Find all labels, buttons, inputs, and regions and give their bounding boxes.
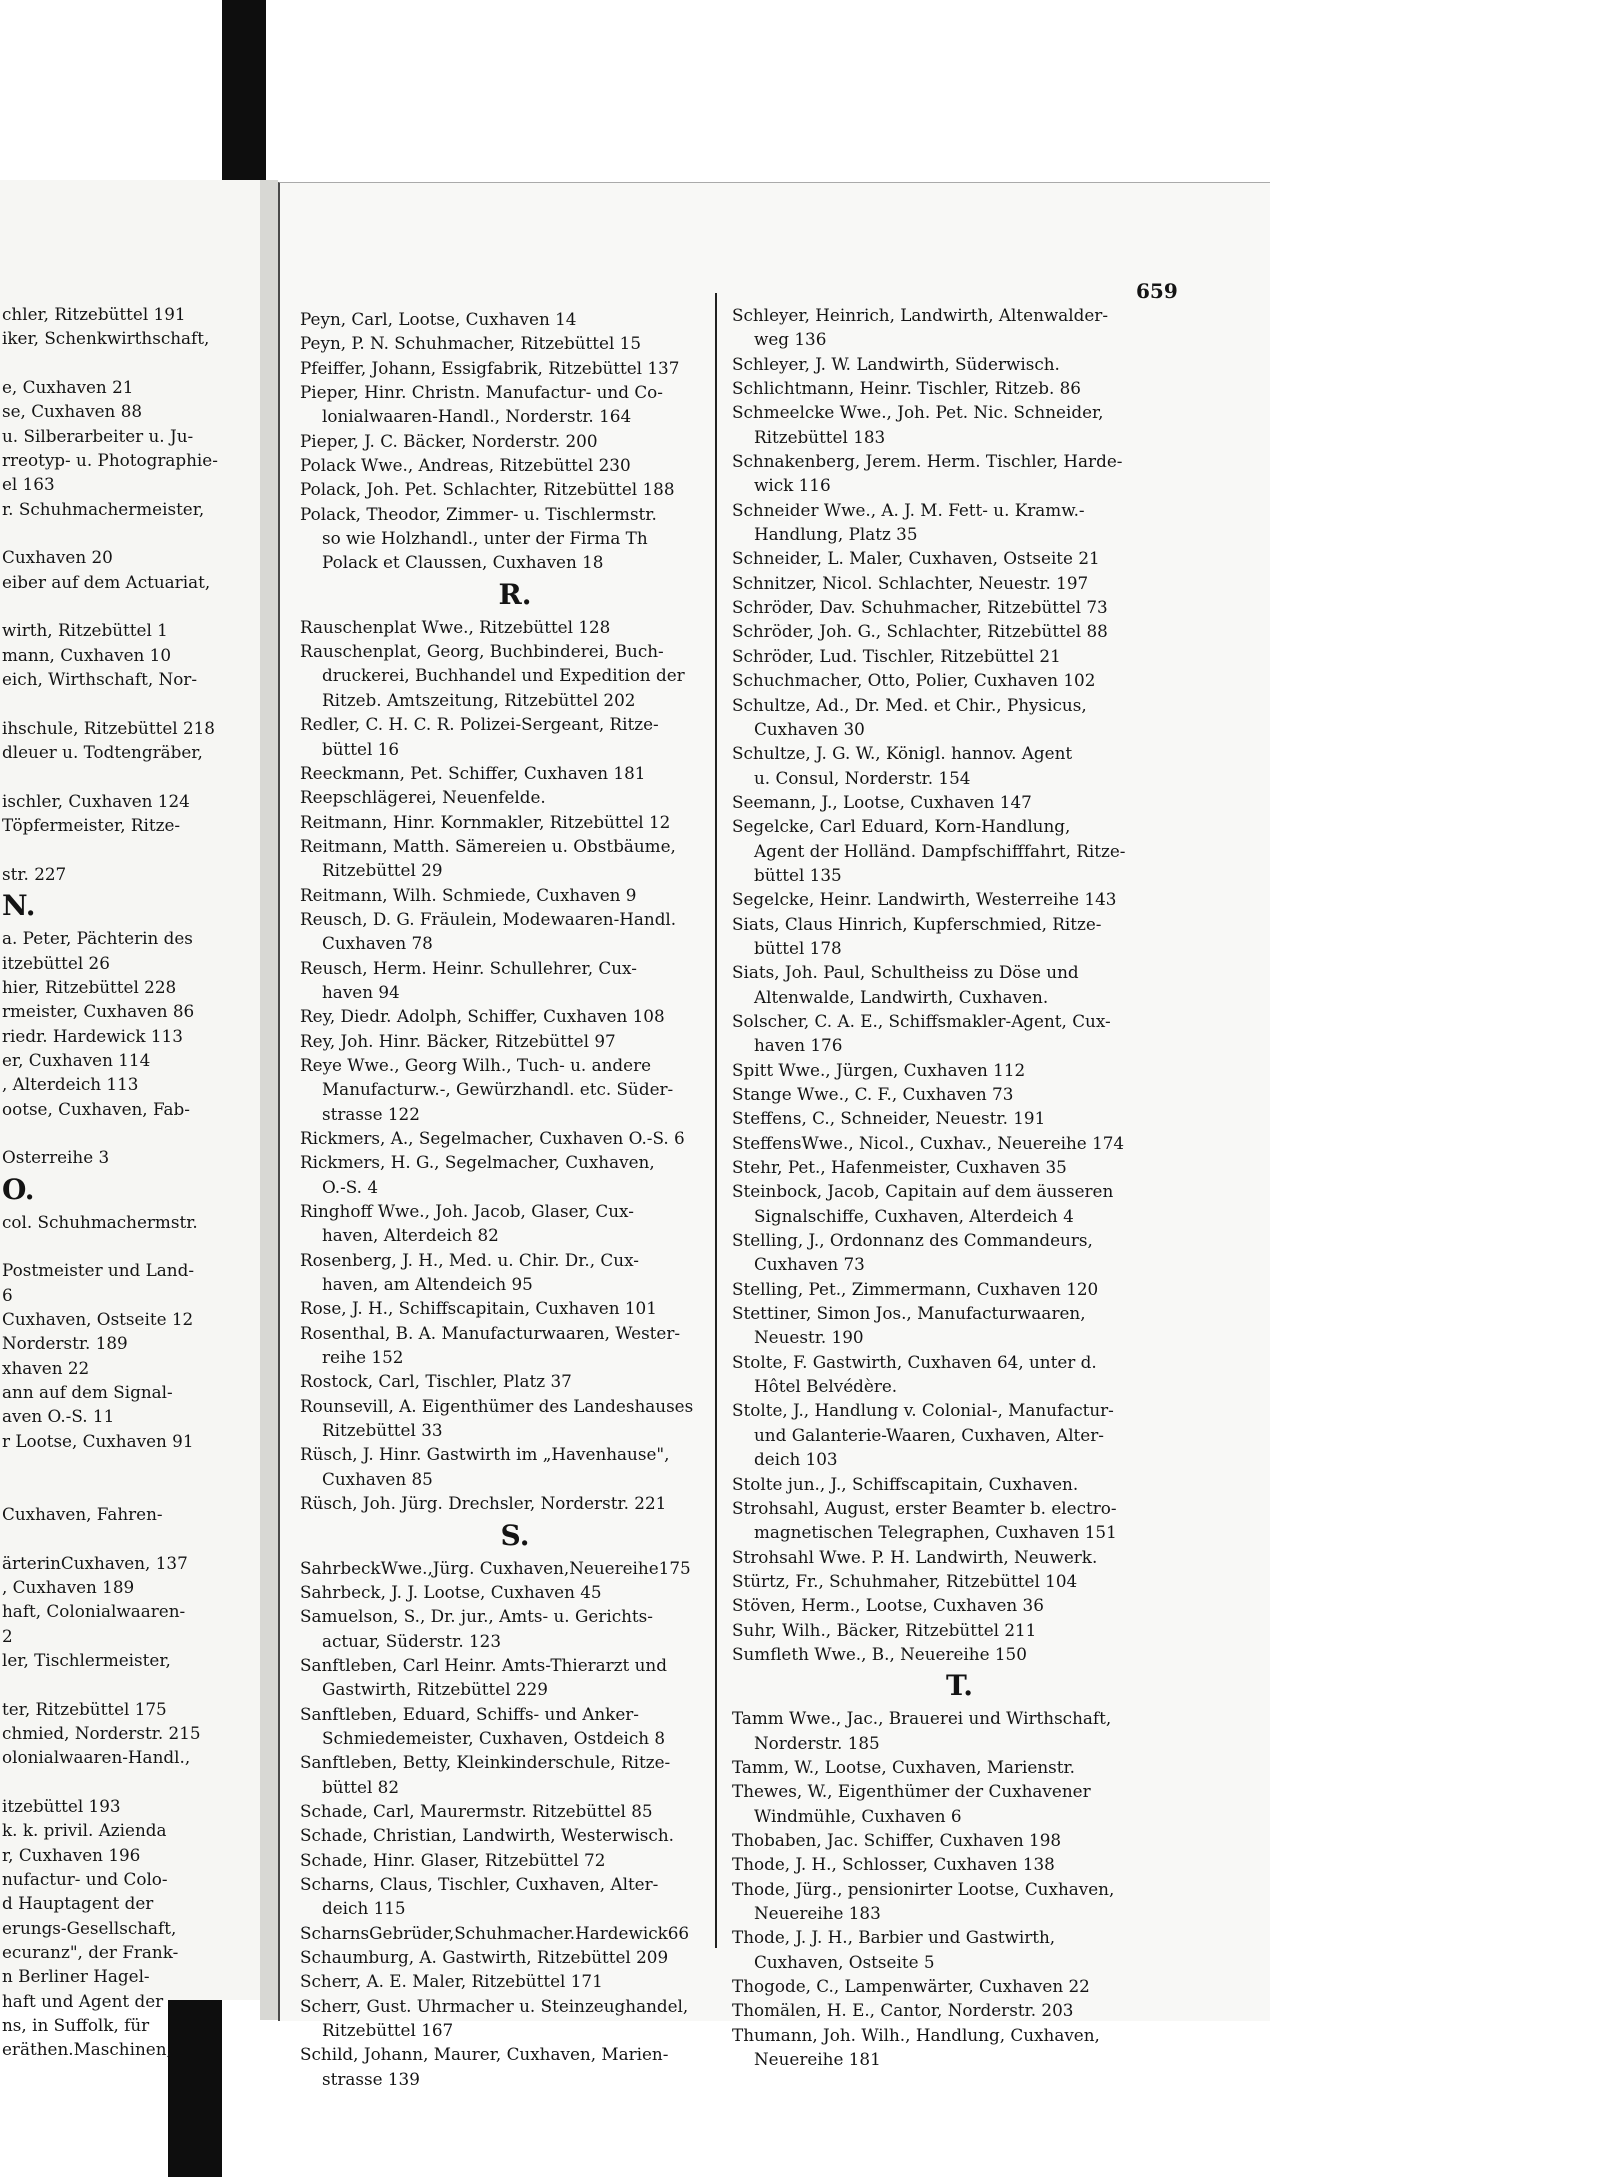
directory-entry-continuation: Hôtel Belvédère. xyxy=(754,1376,898,1397)
directory-entry: Thogode, C., Lampenwärter, Cuxhaven 22 xyxy=(732,1976,1090,1997)
directory-entry: Reye Wwe., Georg Wilh., Tuch- u. andere xyxy=(300,1054,652,1075)
directory-entry: Rounsevill, A. Eigenthümer des Landeshauses xyxy=(300,1395,694,1416)
left-page-line: n Berliner Hagel- xyxy=(2,1966,150,1987)
directory-entry-continuation: Gastwirth, Ritzebüttel 229 xyxy=(322,1679,548,1700)
directory-entry-continuation: haven 176 xyxy=(754,1035,843,1056)
directory-entry-continuation: büttel 178 xyxy=(754,937,842,958)
directory-entry: Peyn, Carl, Lootse, Cuxhaven 14 xyxy=(300,309,577,329)
directory-entry-continuation: Cuxhaven 85 xyxy=(322,1468,433,1489)
directory-entry: Schade, Hinr. Glaser, Ritzebüttel 72 xyxy=(300,1849,606,1870)
left-page-line xyxy=(2,594,262,618)
directory-entry-continuation: Ritzebüttel 167 xyxy=(322,2020,454,2041)
directory-entry: Rosenberg, J. H., Med. u. Chir. Dr., Cux- xyxy=(300,1249,639,1270)
directory-entry: Spitt Wwe., Jürgen, Cuxhaven 112 xyxy=(732,1059,1026,1080)
left-page-line: rmeister, Cuxhaven 86 xyxy=(2,1001,195,1022)
directory-entry: Schnakenberg, Jerem. Herm. Tischler, Harde- xyxy=(732,451,1123,472)
column-divider-rule xyxy=(715,293,717,1948)
directory-entry: Scherr, A. E. Maler, Ritzebüttel 171 xyxy=(300,1971,603,1992)
left-page-line: Norderstr. 189 xyxy=(2,1333,128,1354)
directory-entry-continuation: haven, Alterdeich 82 xyxy=(322,1225,499,1246)
directory-entry-continuation: Neuereihe 181 xyxy=(754,2049,881,2070)
left-page-line: u. Silberarbeiter u. Ju- xyxy=(2,425,194,446)
directory-column-2 xyxy=(732,303,1187,2071)
directory-entry: Siats, Joh. Paul, Schultheiss zu Döse und xyxy=(732,962,1079,983)
left-page-line: ecuranz", der Frank- xyxy=(2,1942,179,1962)
left-page-line xyxy=(2,1121,262,1145)
left-page-line: Cuxhaven, Ostseite 12 xyxy=(2,1309,194,1330)
left-page-line: rreotyp- u. Photographie- xyxy=(2,450,218,471)
directory-entry-continuation: und Galanterie-Waaren, Cuxhaven, Alter- xyxy=(754,1424,1104,1445)
directory-entry-continuation: reihe 152 xyxy=(322,1347,404,1368)
directory-entry-continuation: Norderstr. 185 xyxy=(754,1732,880,1753)
directory-entry-continuation: lonialwaaren-Handl., Norderstr. 164 xyxy=(322,406,632,427)
left-page-line: ihschule, Ritzebüttel 218 xyxy=(2,717,215,738)
directory-entry: Thobaben, Jac. Schiffer, Cuxhaven 198 xyxy=(732,1829,1062,1850)
directory-entry: Polack, Theodor, Zimmer- u. Tischlermstr. xyxy=(300,503,657,524)
left-page-line: mann, Cuxhaven 10 xyxy=(2,644,172,665)
directory-entry-continuation: actuar, Süderstr. 123 xyxy=(322,1630,502,1651)
directory-entry: Rauschenplat Wwe., Ritzebüttel 128 xyxy=(300,616,611,637)
directory-entry: Pieper, J. C. Bäcker, Norderstr. 200 xyxy=(300,430,598,451)
directory-entry: Siats, Claus Hinrich, Kupferschmied, Ritze- xyxy=(732,913,1102,934)
left-page-line xyxy=(2,1453,262,1477)
directory-entry: Strohsahl, August, erster Beamter b. electro- xyxy=(732,1497,1117,1518)
directory-entry-continuation: Ritzebüttel 183 xyxy=(754,426,886,447)
directory-entry: Reusch, Herm. Heinr. Schullehrer, Cux- xyxy=(300,957,637,978)
left-page-line xyxy=(2,765,262,789)
left-page-line: dleuer u. Todtengräber, xyxy=(2,742,203,763)
directory-entry: Peyn, P. N. Schuhmacher, Ritzebüttel 15 xyxy=(300,333,642,354)
directory-entry: Schneider Wwe., A. J. M. Fett- u. Kramw.- xyxy=(732,499,1085,520)
directory-entry: Suhr, Wilh., Bäcker, Ritzebüttel 211 xyxy=(732,1619,1037,1640)
directory-entry-continuation: Ritzeb. Amtszeitung, Ritzebüttel 202 xyxy=(322,689,636,710)
directory-entry: Sanftleben, Betty, Kleinkinderschule, Ritze- xyxy=(300,1752,671,1773)
section-letter-heading: T. xyxy=(946,1669,973,1703)
directory-entry-continuation: deich 115 xyxy=(322,1898,406,1919)
directory-entry: Rüsch, J. Hinr. Gastwirth im „Havenhause", xyxy=(300,1444,670,1465)
left-page-line: ter, Ritzebüttel 175 xyxy=(2,1698,167,1719)
directory-entry: Reitmann, Hinr. Kornmakler, Ritzebüttel 12 xyxy=(300,811,671,832)
directory-entry-continuation: Ritzebüttel 29 xyxy=(322,860,443,881)
left-page-line: 2 xyxy=(2,1625,13,1646)
directory-entry-continuation: magnetischen Telegraphen, Cuxhaven 151 xyxy=(754,1522,1117,1543)
directory-entry: Strohsahl Wwe. P. H. Landwirth, Neuwerk. xyxy=(732,1546,1098,1567)
left-page-line: k. k. privil. Azienda xyxy=(2,1820,167,1841)
directory-entry: Stürtz, Fr., Schuhmaher, Ritzebüttel 104 xyxy=(732,1570,1078,1591)
left-page-line: eiber auf dem Actuariat, xyxy=(2,571,211,592)
directory-entry: Rickmers, A., Segelmacher, Cuxhaven O.-S. 6 xyxy=(300,1128,685,1148)
directory-entry: Sanftleben, Carl Heinr. Amts-Thierarzt und xyxy=(300,1654,667,1675)
directory-entry-continuation: Polack et Claussen, Cuxhaven 18 xyxy=(322,552,604,573)
left-page-line: Postmeister und Land- xyxy=(2,1260,194,1281)
directory-entry: SahrbeckWwe.,Jürg. Cuxhaven,Neuereihe175 xyxy=(300,1557,691,1578)
left-page-line: iker, Schenkwirthschaft, xyxy=(2,328,210,349)
directory-entry-continuation: Cuxhaven 73 xyxy=(754,1254,865,1275)
left-page-line: el 163 xyxy=(2,474,55,495)
left-page-line: ler, Tischlermeister, xyxy=(2,1649,171,1670)
left-page-line xyxy=(2,1234,262,1258)
left-page-line: ootse, Cuxhaven, Fab- xyxy=(2,1098,190,1119)
directory-entry: Schneider, L. Maler, Cuxhaven, Ostseite 21 xyxy=(732,548,1100,569)
directory-entry-continuation: büttel 16 xyxy=(322,738,400,759)
section-letter-heading: O. xyxy=(2,1172,35,1206)
directory-entry: Stolte jun., J., Schiffscapitain, Cuxhaven. xyxy=(732,1473,1079,1494)
left-page-line: se, Cuxhaven 88 xyxy=(2,401,143,422)
directory-entry-continuation: weg 136 xyxy=(754,329,827,350)
directory-entry: Scharns, Claus, Tischler, Cuxhaven, Alter- xyxy=(300,1873,659,1894)
directory-entry: Seemann, J., Lootse, Cuxhaven 147 xyxy=(732,791,1032,812)
directory-entry-continuation: Cuxhaven 30 xyxy=(754,718,865,739)
directory-entry: Rey, Joh. Hinr. Bäcker, Ritzebüttel 97 xyxy=(300,1030,616,1051)
directory-entry-continuation: u. Consul, Norderstr. 154 xyxy=(754,767,971,788)
directory-entry: Polack Wwe., Andreas, Ritzebüttel 230 xyxy=(300,455,631,476)
directory-entry: Schmeelcke Wwe., Joh. Pet. Nic. Schneider, xyxy=(732,402,1104,423)
directory-entry: Stolte, F. Gastwirth, Cuxhaven 64, unter d. xyxy=(732,1351,1097,1372)
left-page-line: ann auf dem Signal- xyxy=(2,1382,173,1403)
directory-entry: Schleyer, J. W. Landwirth, Süderwisch. xyxy=(732,353,1060,374)
directory-entry: Reitmann, Wilh. Schmiede, Cuxhaven 9 xyxy=(300,884,637,905)
page-number: 659 xyxy=(1136,279,1178,303)
directory-entry: Thomälen, H. E., Cantor, Norderstr. 203 xyxy=(732,2000,1074,2021)
directory-entry: Rostock, Carl, Tischler, Platz 37 xyxy=(300,1371,572,1392)
directory-entry-continuation: Altenwalde, Landwirth, Cuxhaven. xyxy=(754,986,1049,1007)
left-page-line: haft, Colonialwaaren- xyxy=(2,1601,186,1622)
directory-entry: ScharnsGebrüder,Schuhmacher.Hardewick66 xyxy=(300,1922,690,1943)
left-page-line: riedr. Hardewick 113 xyxy=(2,1025,183,1046)
directory-entry: Schleyer, Heinrich, Landwirth, Altenwalder- xyxy=(732,305,1109,325)
directory-entry: Tamm Wwe., Jac., Brauerei und Wirthschaft, xyxy=(732,1708,1112,1729)
directory-entry: Schade, Carl, Maurermstr. Ritzebüttel 85 xyxy=(300,1800,653,1821)
left-page-line: , Alterdeich 113 xyxy=(2,1074,139,1095)
directory-entry-continuation: deich 103 xyxy=(754,1449,838,1470)
directory-entry: Steinbock, Jacob, Capitain auf dem äusseren xyxy=(732,1181,1114,1202)
directory-entry: Schade, Christian, Landwirth, Westerwisch. xyxy=(300,1825,674,1846)
directory-entry: Stolte, J., Handlung v. Colonial-, Manufactur- xyxy=(732,1400,1114,1421)
directory-entry: Stange Wwe., C. F., Cuxhaven 73 xyxy=(732,1084,1014,1104)
directory-entry-continuation: haven 94 xyxy=(322,981,400,1002)
left-page-line xyxy=(2,521,262,545)
directory-entry: Segelcke, Heinr. Landwirth, Westerreihe 143 xyxy=(732,889,1117,910)
left-page-line: nufactur- und Colo- xyxy=(2,1868,168,1889)
section-letter-heading: N. xyxy=(2,889,36,923)
directory-entry: Stehr, Pet., Hafenmeister, Cuxhaven 35 xyxy=(732,1157,1067,1178)
left-page-line xyxy=(2,1770,262,1794)
directory-entry: Thode, Jürg., pensionirter Lootse, Cuxhaven, xyxy=(732,1878,1115,1899)
directory-entry: Rüsch, Joh. Jürg. Drechsler, Norderstr. 221 xyxy=(300,1493,667,1514)
directory-entry: Steffens, C., Schneider, Neuestr. 191 xyxy=(732,1108,1046,1129)
left-page-line: ischler, Cuxhaven 124 xyxy=(2,790,190,811)
directory-entry: Schaumburg, A. Gastwirth, Ritzebüttel 209 xyxy=(300,1947,669,1967)
directory-entry: Rose, J. H., Schiffscapitain, Cuxhaven 101 xyxy=(300,1298,657,1319)
left-page-line xyxy=(2,1477,262,1501)
left-page-fragment xyxy=(0,180,262,2060)
directory-entry-continuation: Cuxhaven, Ostseite 5 xyxy=(754,1951,935,1972)
directory-entry: Schröder, Joh. G., Schlachter, Ritzebüttel 88 xyxy=(732,621,1108,642)
left-page-line: , Cuxhaven 189 xyxy=(2,1576,135,1597)
directory-entry: Schuchmacher, Otto, Polier, Cuxhaven 102 xyxy=(732,670,1096,691)
left-page-line: str. 227 xyxy=(2,863,67,884)
directory-entry: Schultze, J. G. W., Königl. hannov. Agent xyxy=(732,743,1073,764)
directory-entry: Ringhoff Wwe., Joh. Jacob, Glaser, Cux- xyxy=(300,1201,634,1222)
left-page-line: wirth, Ritzebüttel 1 xyxy=(2,620,168,641)
left-page-line xyxy=(2,692,262,716)
directory-entry: Sanftleben, Eduard, Schiffs- und Anker- xyxy=(300,1703,639,1724)
directory-entry: Polack, Joh. Pet. Schlachter, Ritzebüttel 188 xyxy=(300,479,675,500)
directory-entry-continuation: Schmiedemeister, Cuxhaven, Ostdeich 8 xyxy=(322,1727,666,1748)
directory-entry-continuation: Handlung, Platz 35 xyxy=(754,524,918,545)
directory-entry: Segelcke, Carl Eduard, Korn-Handlung, xyxy=(732,816,1071,837)
left-page-line: r Lootse, Cuxhaven 91 xyxy=(2,1430,194,1451)
left-page-line: Cuxhaven, Fahren- xyxy=(2,1503,163,1524)
left-page-line xyxy=(2,1526,262,1550)
directory-entry: Schröder, Dav. Schuhmacher, Ritzebüttel 73 xyxy=(732,597,1108,618)
left-page-line: r, Cuxhaven 196 xyxy=(2,1844,141,1865)
directory-entry: Reepschlägerei, Neuenfelde. xyxy=(300,787,546,808)
directory-entry-continuation: Neuereihe 183 xyxy=(754,1903,881,1923)
directory-entry-continuation: strasse 122 xyxy=(322,1103,420,1124)
directory-entry-continuation: haven, am Altendeich 95 xyxy=(322,1274,533,1295)
directory-entry-continuation: Signalschiffe, Cuxhaven, Alterdeich 4 xyxy=(754,1205,1074,1226)
directory-entry: Sahrbeck, J. J. Lootse, Cuxhaven 45 xyxy=(300,1581,602,1602)
left-page-line: itzebüttel 193 xyxy=(2,1795,121,1816)
directory-entry-continuation: büttel 82 xyxy=(322,1776,400,1797)
left-page-line: olonialwaaren-Handl., xyxy=(2,1747,191,1768)
directory-entry: Reeckmann, Pet. Schiffer, Cuxhaven 181 xyxy=(300,762,646,783)
directory-entry: Thode, J. H., Schlosser, Cuxhaven 138 xyxy=(732,1854,1055,1875)
left-page-line: Cuxhaven 20 xyxy=(2,547,113,568)
directory-entry: Rosenthal, B. A. Manufacturwaaren, Wester- xyxy=(300,1322,681,1343)
left-page-line: xhaven 22 xyxy=(2,1357,90,1378)
directory-entry-continuation: Agent der Holländ. Dampfschifffahrt, Ritze- xyxy=(754,840,1126,861)
directory-entry-continuation: Ritzebüttel 33 xyxy=(322,1420,443,1441)
directory-entry: Schild, Johann, Maurer, Cuxhaven, Marien- xyxy=(300,2044,669,2065)
left-page-line: Töpfermeister, Ritze- xyxy=(2,815,181,836)
directory-entry: Pfeiffer, Johann, Essigfabrik, Ritzebüttel 137 xyxy=(300,357,680,378)
left-page-line: a. Peter, Pächterin des xyxy=(2,928,193,949)
directory-entry: Thewes, W., Eigenthümer der Cuxhavener xyxy=(732,1781,1091,1802)
left-page-line: haft und Agent der xyxy=(2,1990,164,2011)
section-letter-heading: R. xyxy=(498,577,532,611)
directory-entry: Stöven, Herm., Lootse, Cuxhaven 36 xyxy=(732,1595,1044,1616)
left-page-line: ärterinCuxhaven, 137 xyxy=(2,1552,188,1573)
directory-entry: Rickmers, H. G., Segelmacher, Cuxhaven, xyxy=(300,1152,655,1173)
directory-entry: Schlichtmann, Heinr. Tischler, Ritzeb. 86 xyxy=(732,378,1081,399)
left-page-line: itzebüttel 26 xyxy=(2,952,110,973)
directory-entry: Rauschenplat, Georg, Buchbinderei, Buch- xyxy=(300,641,664,662)
left-page-line: aven O.-S. 11 xyxy=(2,1406,115,1427)
directory-entry-continuation: wick 116 xyxy=(754,475,831,496)
left-page-line xyxy=(2,1672,262,1696)
directory-entry: Reusch, D. G. Fräulein, Modewaaren-Handl. xyxy=(300,908,677,929)
directory-entry: Schnitzer, Nicol. Schlachter, Neuestr. 197 xyxy=(732,572,1089,593)
directory-entry: Stelling, J., Ordonnanz des Commandeurs, xyxy=(732,1230,1093,1251)
left-page-column xyxy=(2,302,262,2062)
left-page-line: e, Cuxhaven 21 xyxy=(2,377,134,398)
left-page-line: chler, Ritzebüttel 191 xyxy=(2,304,186,324)
left-page-line xyxy=(2,838,262,862)
left-page-line: eräthen.Maschinen, xyxy=(2,2039,172,2060)
directory-entry-continuation: so wie Holzhandl., unter der Firma Th xyxy=(322,528,648,549)
right-page xyxy=(278,182,1270,2089)
left-page-line: hier, Ritzebüttel 228 xyxy=(2,976,177,997)
left-page-line: col. Schuhmachermstr. xyxy=(2,1211,198,1232)
directory-entry: Thumann, Joh. Wilh., Handlung, Cuxhaven, xyxy=(732,2024,1100,2045)
left-page-line: r. Schuhmachermeister, xyxy=(2,498,205,519)
left-page-line: er, Cuxhaven 114 xyxy=(2,1049,151,1070)
binding-spine-top xyxy=(222,0,266,190)
left-page-line: 6 xyxy=(2,1284,13,1305)
directory-entry-continuation: O.-S. 4 xyxy=(322,1176,379,1197)
directory-entry-continuation: Cuxhaven 78 xyxy=(322,933,433,954)
left-page-line: eich, Wirthschaft, Nor- xyxy=(2,669,197,690)
directory-entry: Sumfleth Wwe., B., Neuereihe 150 xyxy=(732,1643,1027,1664)
section-letter-heading: S. xyxy=(500,1518,530,1552)
directory-entry: SteffensWwe., Nicol., Cuxhav., Neuereihe 174 xyxy=(732,1132,1125,1153)
left-page-line xyxy=(2,351,262,375)
directory-column-1 xyxy=(300,307,730,2091)
directory-entry-continuation: Manufacturw.-, Gewürzhandl. etc. Süder- xyxy=(322,1079,674,1100)
left-page-line: chmied, Norderstr. 215 xyxy=(2,1722,201,1743)
directory-entry: Thode, J. J. H., Barbier und Gastwirth, xyxy=(732,1927,1056,1948)
directory-entry-continuation: Windmühle, Cuxhaven 6 xyxy=(754,1805,962,1826)
directory-entry: Rey, Diedr. Adolph, Schiffer, Cuxhaven 108 xyxy=(300,1006,665,1027)
directory-entry-continuation: druckerei, Buchhandel und Expedition der xyxy=(322,665,685,686)
directory-entry: Reitmann, Matth. Sämereien u. Obstbäume, xyxy=(300,835,676,856)
directory-entry: Redler, C. H. C. R. Polizei-Sergeant, Ritze- xyxy=(300,714,659,735)
directory-entry: Tamm, W., Lootse, Cuxhaven, Marienstr. xyxy=(732,1756,1076,1777)
left-page-line: Osterreihe 3 xyxy=(2,1147,110,1168)
left-page-line: ns, in Suffolk, für xyxy=(2,2015,150,2036)
directory-entry: Pieper, Hinr. Christn. Manufactur- und Co- xyxy=(300,382,663,403)
left-page-line: d Hauptagent der xyxy=(2,1893,154,1914)
directory-entry: Stelling, Pet., Zimmermann, Cuxhaven 120 xyxy=(732,1278,1099,1299)
directory-entry-continuation: Neuestr. 190 xyxy=(754,1327,864,1348)
directory-entry: Schultze, Ad., Dr. Med. et Chir., Physicus, xyxy=(732,694,1087,715)
directory-entry: Stettiner, Simon Jos., Manufacturwaaren, xyxy=(732,1303,1086,1324)
directory-entry-continuation: strasse 139 xyxy=(322,2068,420,2089)
directory-entry: Schröder, Lud. Tischler, Ritzebüttel 21 xyxy=(732,645,1061,666)
directory-entry: Samuelson, S., Dr. jur., Amts- u. Gerichts- xyxy=(300,1606,653,1627)
book-gutter xyxy=(260,180,278,2020)
directory-entry: Solscher, C. A. E., Schiffsmakler-Agent, Cux- xyxy=(732,1010,1111,1031)
directory-entry-continuation: büttel 135 xyxy=(754,864,842,885)
left-page-line: erungs-Gesellschaft, xyxy=(2,1917,177,1938)
directory-entry: Scherr, Gust. Uhrmacher u. Steinzeughandel, xyxy=(300,1995,689,2016)
